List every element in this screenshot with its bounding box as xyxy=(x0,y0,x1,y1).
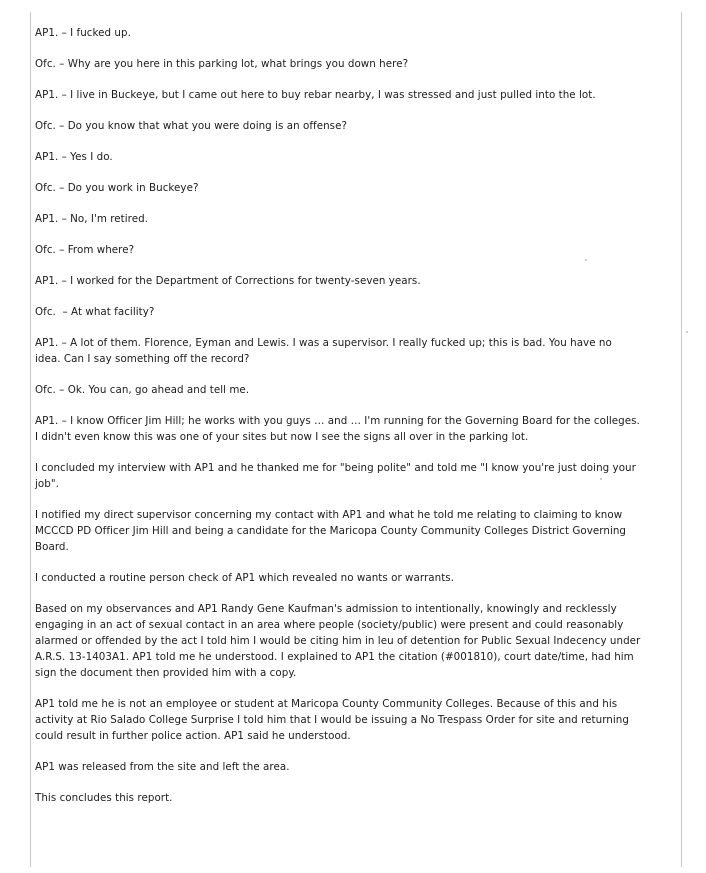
report-line-12: AP1. – I know Officer Jim Hill; he works with you guys … and … I'm running for the Governing Board for the colleges. I didn't even know this was one of your sites but now I see the signs all over in the parking lot. xyxy=(35,415,640,443)
report-line-16: Based on my observances and AP1 Randy Gene Kaufman's admission to intentionally, knowingly and recklessly engaging in an act of sexual contact in an area where people (society/public) were present and could reasonably alarmed or offended by the act I told him I would be citing him in leu of detention for Public Sexual Indecency under A.R.S. 13-1403A1. AP1 told me he understood. I explained to AP1 the citation (#001810), court date/time, had him sign the document then provided him with a copy. xyxy=(35,603,641,679)
report-line-1: Ofc. – Why are you here in this parking lot, what brings you down here? xyxy=(35,58,409,70)
page-left-border xyxy=(30,12,31,867)
scan-speck xyxy=(686,331,688,333)
report-line-4: AP1. – Yes I do. xyxy=(35,151,113,163)
report-line-2: AP1. – I live in Buckeye, but I came out here to buy rebar nearby, I was stressed and just pulled into the lot. xyxy=(35,89,596,101)
report-line-9: Ofc. – At what facility? xyxy=(35,306,155,318)
report-line-6: AP1. – No, I'm retired. xyxy=(35,213,149,225)
report-line-15: I conducted a routine person check of AP1 which revealed no wants or warrants. xyxy=(35,572,455,584)
report-line-8: AP1. – I worked for the Department of Corrections for twenty-seven years. xyxy=(35,275,421,287)
report-line-18: AP1 was released from the site and left the area. xyxy=(35,761,290,773)
report-line-7: Ofc. – From where? xyxy=(35,244,135,256)
report-line-17: AP1 told me he is not an employee or student at Maricopa County Community Colleges. Because of this and his activity at Rio Salado College Surprise I told him that I would be issuing a No Trespass Order for site and returning could result in further police action. AP1 said he understood. xyxy=(35,698,629,742)
report-line-13: I concluded my interview with AP1 and he thanked me for "being polite" and told me "I know you're just doing your job". xyxy=(35,462,636,490)
report-line-5: Ofc. – Do you work in Buckeye? xyxy=(35,182,199,194)
report-line-10: AP1. – A lot of them. Florence, Eyman and Lewis. I was a supervisor. I really fucked up; this is bad. You have no idea. Can I say something off the record? xyxy=(35,337,612,365)
report-line-11: Ofc. – Ok. You can, go ahead and tell me. xyxy=(35,384,250,396)
page-right-border xyxy=(681,12,682,867)
report-line-14: I notified my direct supervisor concerning my contact with AP1 and what he told me relating to claiming to know MCCCD PD Officer Jim Hill and being a candidate for the Maricopa County Community Colleges District Governing Board. xyxy=(35,509,627,553)
report-body xyxy=(35,25,675,806)
report-line-19: This concludes this report. xyxy=(35,792,173,804)
report-line-3: Ofc. – Do you know that what you were doing is an offense? xyxy=(35,120,347,132)
report-line-0: AP1. – I fucked up. xyxy=(35,27,131,39)
